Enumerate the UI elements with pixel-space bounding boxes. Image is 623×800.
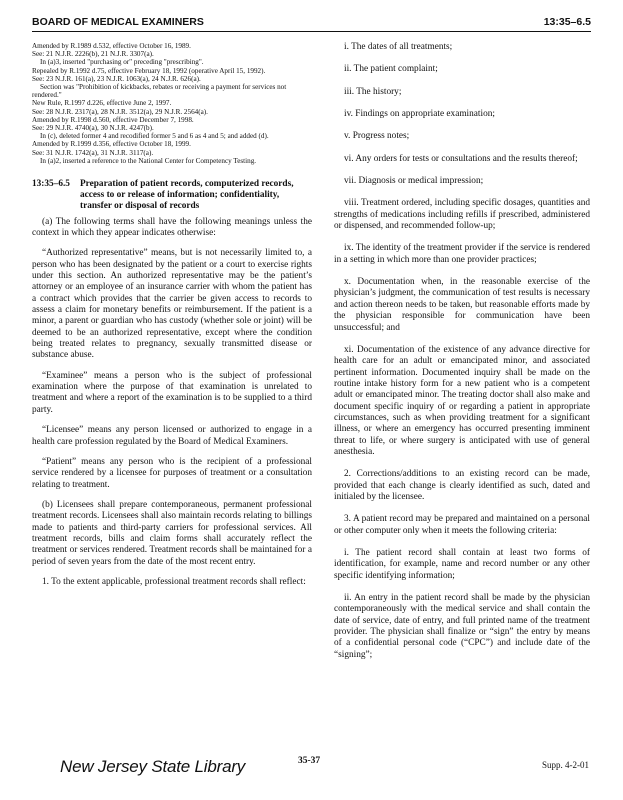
list-item-paragraph: i. The patient record shall contain at least two forms of identification, for example, name and record number or any other specific identifying information; <box>334 548 590 581</box>
body-paragraph: “Authorized representative” means, but is not necessarily limited to, a person who has been designated by the patient or a court to exercise rights under this section. An authorized representative may be the patient’s attorney or an employee of an insurance carrier with whom the patient has a contract which provides that the carrier be given access to records to assess a claim for monetary benefits or reimbursement. If the patient is a minor, a parent or guardian who has custody (whether sole or joint) will be deemed to be an authorized representative, except where the condition being treated relates to pregnancy, sexually transmitted disease or substance abuse. <box>32 248 312 361</box>
history-note: New Rule, R.1997 d.226, effective June 2, 1997. <box>32 99 172 108</box>
list-item-paragraph: iv. Findings on appropriate examination; <box>344 109 495 120</box>
history-notes <box>32 42 312 165</box>
body-paragraph: 1. To the extent applicable, professional treatment records shall reflect: <box>42 576 306 587</box>
body-paragraph: “Examinee” means a person who is the subject of professional examination where the purpose of that examination is unrelated to treatment and where a report of the examination is to be supplied to a third party. <box>32 370 312 415</box>
body-paragraph: “Patient” means any person who is the recipient of a professional service rendered by a licensee for purposes of treatment or a consultation relating to treatment. <box>32 456 312 490</box>
header-title: BOARD OF MEDICAL EXAMINERS <box>32 16 204 28</box>
list-item-paragraph: vii. Diagnosis or medical impression; <box>344 176 484 187</box>
list-item-paragraph: i. The dates of all treatments; <box>344 42 453 52</box>
page-number: 35-37 <box>298 756 321 766</box>
history-note: In (a)3, inserted "purchasing or" preceding "prescribing". <box>40 58 204 67</box>
section-title: Preparation of patient records, computerized records, access to or release of information; confidentiality, transfer or disposal of records <box>80 179 294 212</box>
list-item-paragraph: xi. Documentation of the existence of any advance directive for health care for an adult or emancipated minor, and associated pertinent information. Documented inquiry shall be made on the routine intake history form for a new patient who is a competent adult or emancipated minor. The treating doctor shall also make and document specific inquiry of or regarding a patient in appropriate circumstances, such as when providing treatment for a significant illness, or where an emergency has occurred presenting imminent threat to life, or where surgery is anticipated with use of general anesthesia. <box>334 344 590 457</box>
list-item-paragraph: 2. Corrections/additions to an existing record can be made, provided that each change is clearly identified as such, dated and initialed by the licensee. <box>334 469 590 502</box>
history-note: Amended by R.1989 d.532, effective October 16, 1989. <box>32 42 191 50</box>
header-rule <box>32 31 591 32</box>
right-column <box>334 42 590 672</box>
history-note: See: 29 N.J.R. 4740(a), 30 N.J.R. 4247(b). <box>32 124 154 133</box>
history-note: See: 31 N.J.R. 1742(a), 31 N.J.R. 3117(a). <box>32 148 154 157</box>
history-note: See: 21 N.J.R. 2226(b), 21 N.J.R. 3307(a). <box>32 50 154 59</box>
body-paragraph: (b) Licensees shall prepare contemporaneous, permanent professional treatment records. Licensees shall also maintain records relating to billings made to patients and third-party carriers for professional services. All treatment records, bills and claim forms shall accurately reflect the treatment or services rendered. Treatment records shall be maintained for a period of seven years from the date of the most recent entry. <box>32 499 312 567</box>
list-item-paragraph: viii. Treatment ordered, including specific dosages, quantities and strengths of medications including refills if prescribed, administered or dispensed, and recommended follow-up; <box>334 198 590 232</box>
list-item-paragraph: ix. The identity of the treatment provider if the service is rendered in a setting in which more than one provider practices; <box>334 243 590 265</box>
history-note: See: 23 N.J.R. 161(a), 23 N.J.R. 1063(a), 24 N.J.R. 626(a). <box>32 74 201 83</box>
section-number: 13:35–6.5 <box>32 179 70 190</box>
history-note: In (a)2, inserted a reference to the National Center for Competency Testing. <box>40 156 257 165</box>
list-item-paragraph: ii. An entry in the patient record shall be made by the physician contemporaneously with the medical service and shall contain the date of service, date of entry, and full printed name of the treatment provider. The physician shall finalize or “sign” the entry by means of a confidential personal code (“CPC”) and include date of the “signing”; <box>334 593 590 660</box>
history-note: Section was "Prohibition of kickbacks, rebates or receiving a payment for services not rendered." <box>32 83 287 100</box>
library-stamp: New Jersey State Library <box>60 757 246 776</box>
list-item-paragraph: v. Progress notes; <box>344 131 410 142</box>
history-note: In (c), deleted former 4 and recodified former 5 and 6 as 4 and 5; and added (d). <box>40 132 269 141</box>
history-note: Repealed by R.1992 d.75, effective February 18, 1992 (operative April 15, 1992). <box>32 66 266 75</box>
section-heading <box>32 179 312 213</box>
running-header <box>32 14 591 28</box>
left-column <box>32 42 312 597</box>
list-item-paragraph: ii. The patient complaint; <box>344 64 438 75</box>
list-item-paragraph: iii. The history; <box>344 86 402 97</box>
supplement-date: Supp. 4-2-01 <box>542 760 589 770</box>
history-note: See: 28 N.J.R. 2317(a), 28 N.J.R. 3512(a), 29 N.J.R. 2564(a). <box>32 107 208 116</box>
list-item-paragraph: x. Documentation when, in the reasonable exercise of the physician’s judgment, the communication of test results is necessary and action thereon needs to be taken, but reasonable efforts made by the physician responsible for communication have been unsuccessful; and <box>334 277 590 333</box>
history-note: Amended by R.1999 d.356, effective October 18, 1999. <box>32 140 191 149</box>
body-paragraph: (a) The following terms shall have the following meanings unless the context in which they appear indicates otherwise: <box>32 216 312 238</box>
list-item-paragraph: 3. A patient record may be prepared and maintained on a personal or other computer only when it meets the following criteria: <box>334 514 590 536</box>
header-section-number: 13:35–6.5 <box>543 16 591 28</box>
left-body-text <box>32 217 312 589</box>
list-item-paragraph: vi. Any orders for tests or consultations and the results thereof; <box>344 153 578 164</box>
history-note: Amended by R.1998 d.560, effective December 7, 1998. <box>32 115 194 124</box>
body-paragraph: “Licensee” means any person licensed or authorized to engage in a health care profession regulated by the Board of Medical Examiners. <box>32 425 312 447</box>
